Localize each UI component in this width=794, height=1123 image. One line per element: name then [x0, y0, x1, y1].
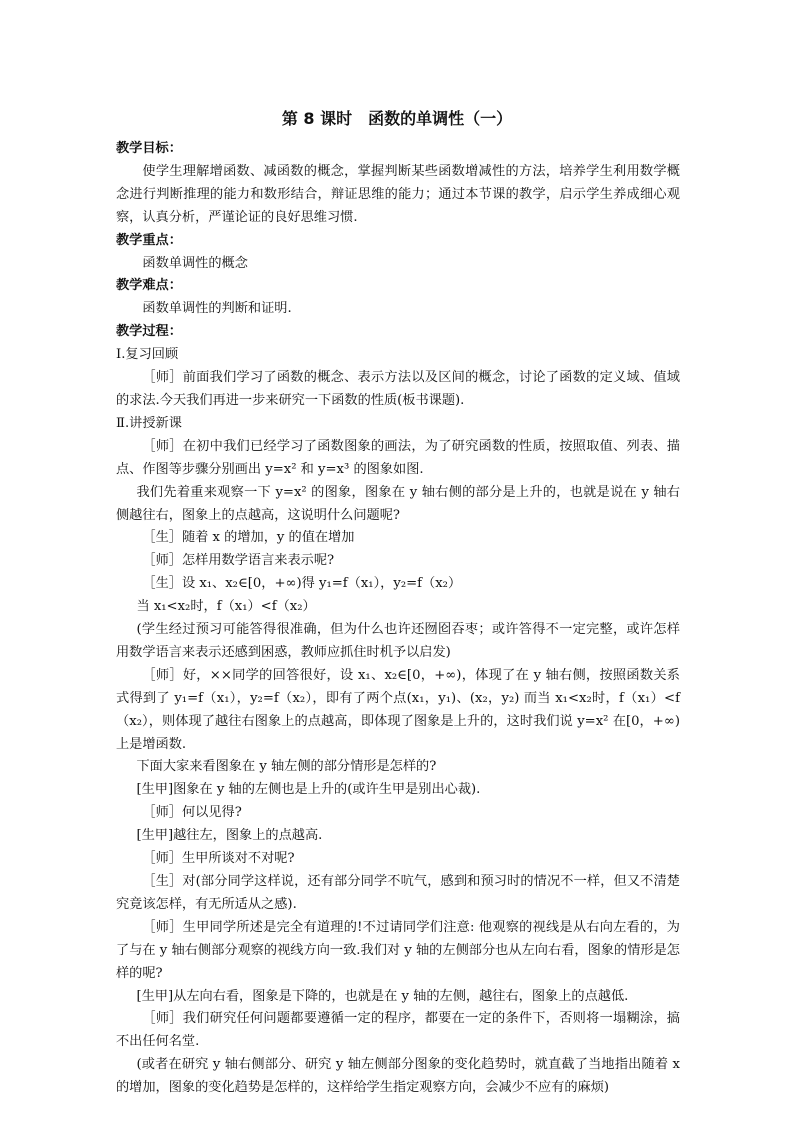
teacher-line: ［师］在初中我们已经学习了函数图象的画法，为了研究函数的性质，按照取值、列表、描点、作图等步骤分别画出 y=x² 和 y=x³ 的图象如图. — [116, 438, 680, 477]
student-line: ［生］随着 x 的增加，y 的值在增加 — [142, 530, 355, 546]
note-line: (或者在研究 y 轴右侧部分、研究 y 轴左侧部分图象的变化趋势时，就直截了当地指出随着 x 的增加，图象的变化趋势是怎样的，这样给学生指定观察方向，会减少不应有的麻烦) — [116, 1057, 680, 1096]
difficult-heading: 教学难点： — [116, 278, 182, 294]
review-paragraph: ［师］前面我们学习了函数的概念、表示方法以及区间的概念，讨论了函数的定义域、值域的求法.今天我们再进一步来研究一下函数的性质(板书课题). — [116, 370, 680, 408]
observation-line: 我们先着重来观察一下 y=x² 的图象，图象在 y 轴右侧的部分是上升的，也就是说在 y 轴右侧越往右，图象上的点越高，这说明什么问题呢? — [116, 484, 680, 523]
difficult-text: 函数单调性的判断和证明. — [142, 301, 292, 317]
goals-text: 使学生理解增函数、减函数的概念，掌握判断某些函数增减性的方法，培养学生利用数学概念进行判断推理的能力和数形结合，辩证思维的能力；通过本节课的教学，启示学生养成细心观察，认真分析，严谨论证的良好思维习惯. — [116, 163, 680, 225]
student-a-line: [生甲]图象在 y 轴的左侧也是上升的(或许生甲是别出心裁). — [136, 782, 481, 798]
process-heading: 教学过程： — [116, 324, 182, 340]
page-title: 第 8 课时 函数的单调性（一） — [281, 109, 513, 128]
teacher-line: ［师］生甲同学所述是完全有道理的!不过请同学们注意: 他观察的视线是从右向左看的，为了与在 y 轴右侧部分观察的视线方向一致.我们对 y 轴的左侧部分也从左向右看，图象的情形是怎样的呢? — [116, 919, 680, 981]
teacher-line: ［师］何以见得? — [142, 805, 242, 821]
key-heading: 教学重点： — [116, 232, 182, 248]
student-line: ［生］对(部分同学这样说，还有部分同学不吭气，感到和预习时的情况不一样，但又不清楚究竟该怎样，有无所适从之感). — [116, 874, 680, 912]
teacher-line: ［师］好，××同学的回答很好，设 x₁、x₂∈[0，+∞)，体现了在 y 轴右侧，按照函数关系式得到了 y₁=f（x₁），y₂=f（x₂），即有了两个点(x₁，y₁)、(x₂，y₂) 而当 x₁<x₂时，f（x₁）<f（x₂），则体现了越往右图象上的点越高，即体现了图象是上升的，这时我们说 y=x² 在[0，+∞)上是增函数. — [116, 667, 680, 752]
question-line: 下面大家来看图象在 y 轴左侧的部分情形是怎样的? — [136, 759, 437, 775]
student-a-line: [生甲]从左向右看，图象是下降的，也就是在 y 轴的左侧，越往右，图象上的点越低. — [136, 988, 629, 1004]
goals-heading: 教学目标： — [116, 141, 182, 156]
key-text: 函数单调性的概念 — [142, 255, 248, 271]
condition-line: 当 x₁<x₂时，f（x₁）<f（x₂） — [136, 599, 316, 615]
lesson-body — [116, 138, 680, 1100]
teacher-line: ［师］我们研究任何问题都要遵循一定的程序，都要在一定的条件下，否则将一塌糊涂，搞不出任何名堂. — [116, 1011, 680, 1050]
teacher-line: ［师］怎样用数学语言来表示呢? — [142, 553, 335, 569]
student-a-line: [生甲]越往左，图象上的点越高. — [136, 828, 323, 844]
new-lesson-heading: Ⅱ.讲授新课 — [116, 415, 182, 431]
student-line: ［生］设 x₁、x₂∈[0，+∞)得 y₁=f（x₁），y₂=f（x₂） — [142, 576, 462, 592]
note-line: (学生经过预习可能答得很准确，但为什么也许还囫囵吞枣；或许答得不一定完整，或许怎样用数学语言来表示还感到困惑，教师应抓住时机予以启发) — [116, 622, 680, 660]
teacher-line: ［师］生甲所谈对不对呢? — [142, 851, 295, 867]
review-heading: Ⅰ.复习回顾 — [116, 347, 179, 363]
